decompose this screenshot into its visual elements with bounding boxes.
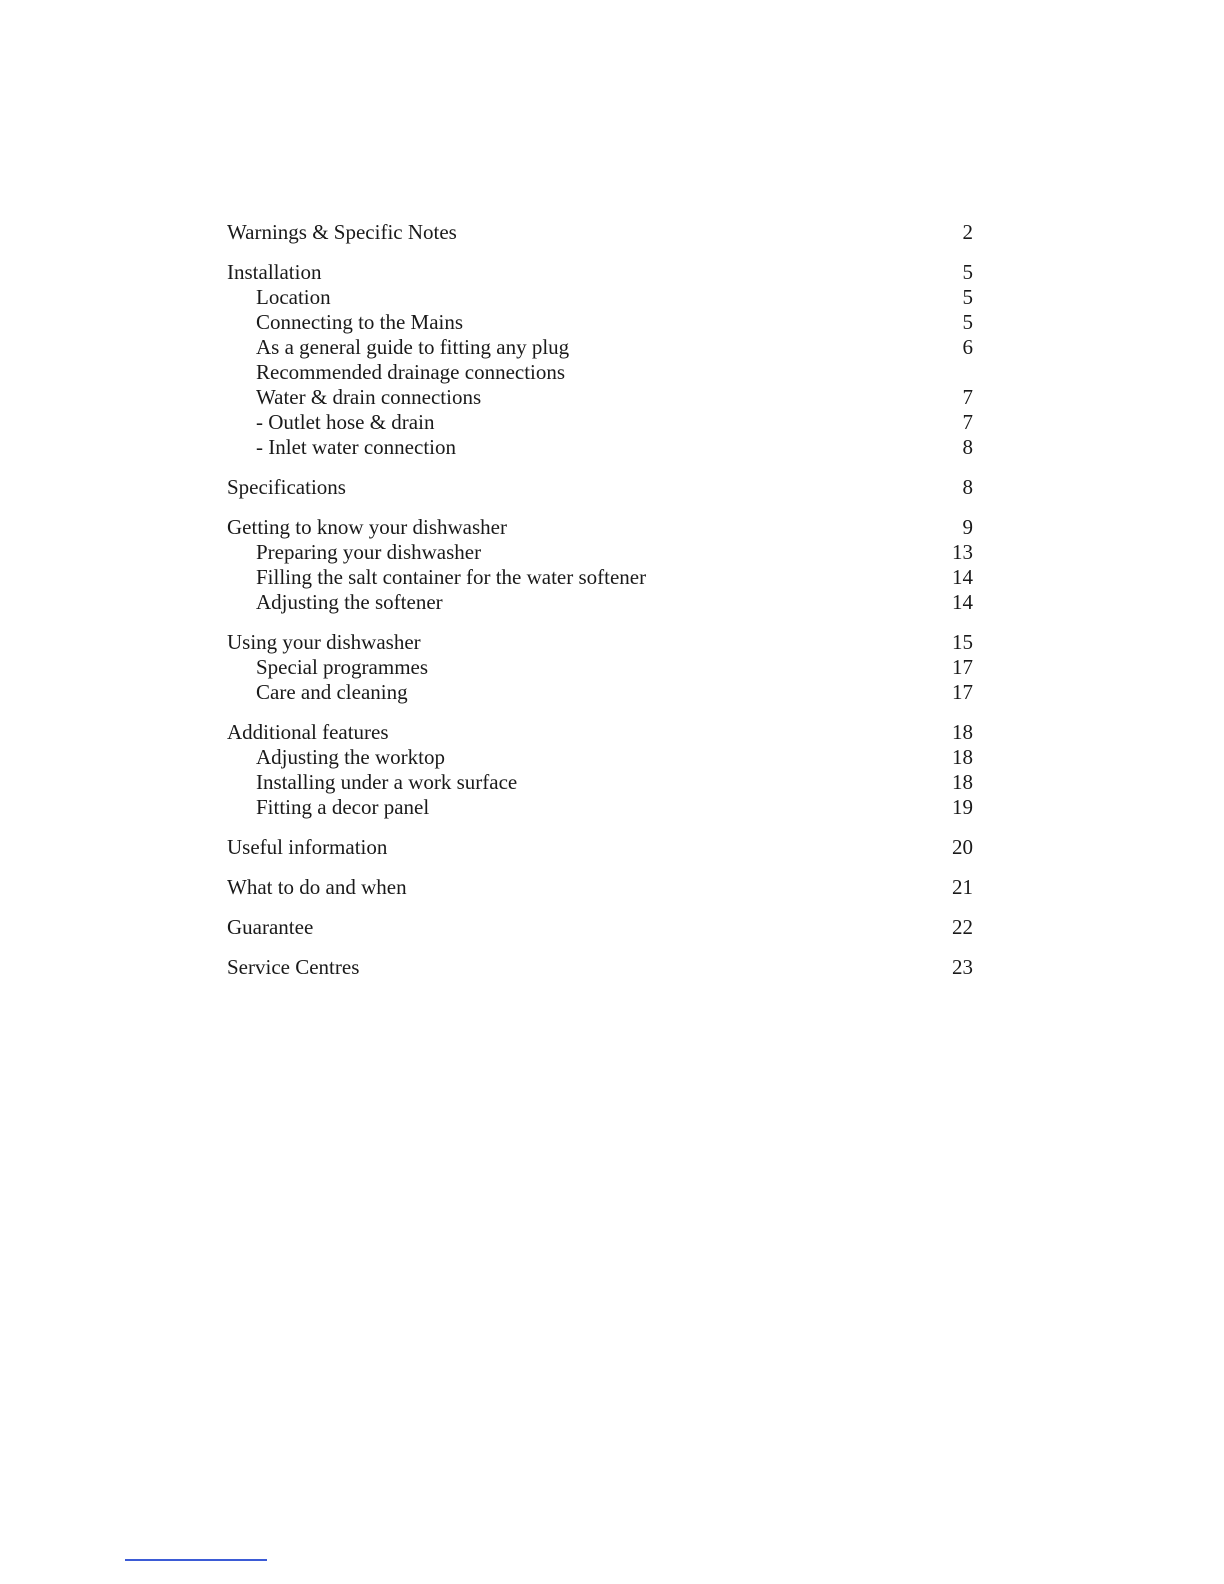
toc-entry [227, 220, 973, 245]
toc-subentry [227, 285, 973, 310]
toc-section-guarantee [227, 915, 973, 940]
toc-subentry [227, 335, 973, 360]
toc-subentry [227, 360, 973, 385]
toc-subentry [227, 590, 973, 615]
toc-entry-title: Warnings & Specific Notes [227, 220, 457, 244]
toc-subentry [227, 410, 973, 435]
toc-entry-page: 20 [952, 835, 973, 859]
toc-subentry [227, 310, 973, 335]
toc-entry [227, 515, 973, 540]
toc-subentry [227, 680, 973, 705]
toc-entry-page: 2 [962, 220, 973, 244]
toc-subentry-label: - Inlet water connection [256, 435, 456, 459]
toc-entry-title: Guarantee [227, 915, 314, 939]
toc-subentry [227, 795, 973, 820]
toc-subentry-label: - Outlet hose & drain [256, 410, 435, 434]
toc-entry-page: 21 [952, 875, 973, 899]
toc-subentry-page: 18 [952, 745, 973, 769]
toc-entry-page: 18 [952, 720, 973, 744]
toc-subentry-label: Water & drain connections [256, 385, 482, 409]
toc-entry-page: 23 [952, 955, 973, 979]
toc-subentry-label: Adjusting the worktop [256, 745, 445, 769]
toc-subentry-page: 19 [952, 795, 973, 819]
toc-subentry [227, 655, 973, 680]
toc-entry-title: Service Centres [227, 955, 360, 979]
toc-subentry-label: Recommended drainage connections [256, 360, 566, 384]
toc-subentry [227, 770, 973, 795]
toc-subentry-label: Connecting to the Mains [256, 310, 464, 334]
toc-entry-page: 8 [962, 475, 973, 499]
toc-section-using [227, 630, 973, 705]
toc-subentry-label: Location [256, 285, 331, 309]
toc-subentry [227, 385, 973, 410]
toc-subentry-page: 7 [962, 410, 973, 434]
table-of-contents [227, 220, 973, 995]
toc-entry-title: Using your dishwasher [227, 630, 421, 654]
toc-subentry-label: Filling the salt container for the water softener [256, 565, 647, 589]
toc-entry-page: 22 [952, 915, 973, 939]
toc-section-useful-information [227, 835, 973, 860]
toc-entry [227, 875, 973, 900]
toc-subentry-page: 5 [962, 285, 973, 309]
toc-section-specifications [227, 475, 973, 500]
toc-entry-page: 9 [962, 515, 973, 539]
toc-section-warnings [227, 220, 973, 245]
toc-subentry-page: 8 [962, 435, 973, 459]
toc-entry-page: 5 [962, 260, 973, 284]
toc-entry [227, 475, 973, 500]
toc-entry-title: Useful information [227, 835, 388, 859]
toc-entry-title: Installation [227, 260, 322, 284]
toc-subentry-label: As a general guide to fitting any plug [256, 335, 570, 359]
toc-subentry-page: 6 [962, 335, 973, 359]
toc-entry [227, 720, 973, 745]
toc-subentry-label: Special programmes [256, 655, 429, 679]
footer-rule [125, 1559, 267, 1561]
toc-subentry-page: 7 [962, 385, 973, 409]
toc-section-additional-features [227, 720, 973, 820]
toc-subentry [227, 540, 973, 565]
toc-subentry-label: Adjusting the softener [256, 590, 443, 614]
toc-subentry [227, 435, 973, 460]
toc-section-getting-to-know [227, 515, 973, 615]
toc-subentry-page: 18 [952, 770, 973, 794]
toc-entry-title: Getting to know your dishwasher [227, 515, 507, 539]
toc-subentry-page: 17 [952, 680, 973, 704]
toc-subentry-page: 17 [952, 655, 973, 679]
toc-entry [227, 260, 973, 285]
toc-subentry-label: Care and cleaning [256, 680, 408, 704]
toc-entry-page: 15 [952, 630, 973, 654]
toc-subentry-page: 13 [952, 540, 973, 564]
toc-subentry-label: Preparing your dishwasher [256, 540, 482, 564]
toc-subentry [227, 745, 973, 770]
toc-entry-title: Specifications [227, 475, 346, 499]
toc-entry [227, 630, 973, 655]
toc-entry [227, 915, 973, 940]
toc-subentry [227, 565, 973, 590]
toc-subentry-label: Installing under a work surface [256, 770, 518, 794]
toc-entry [227, 835, 973, 860]
toc-subentry-page: 14 [952, 565, 973, 589]
toc-entry-title: What to do and when [227, 875, 407, 899]
toc-subentry-page: 5 [962, 310, 973, 334]
toc-entry-title: Additional features [227, 720, 389, 744]
toc-subentry-label: Fitting a decor panel [256, 795, 430, 819]
toc-section-what-to-do [227, 875, 973, 900]
toc-entry [227, 955, 973, 980]
toc-subentry-page: 14 [952, 590, 973, 614]
toc-section-service-centres [227, 955, 973, 980]
toc-section-installation [227, 260, 973, 460]
